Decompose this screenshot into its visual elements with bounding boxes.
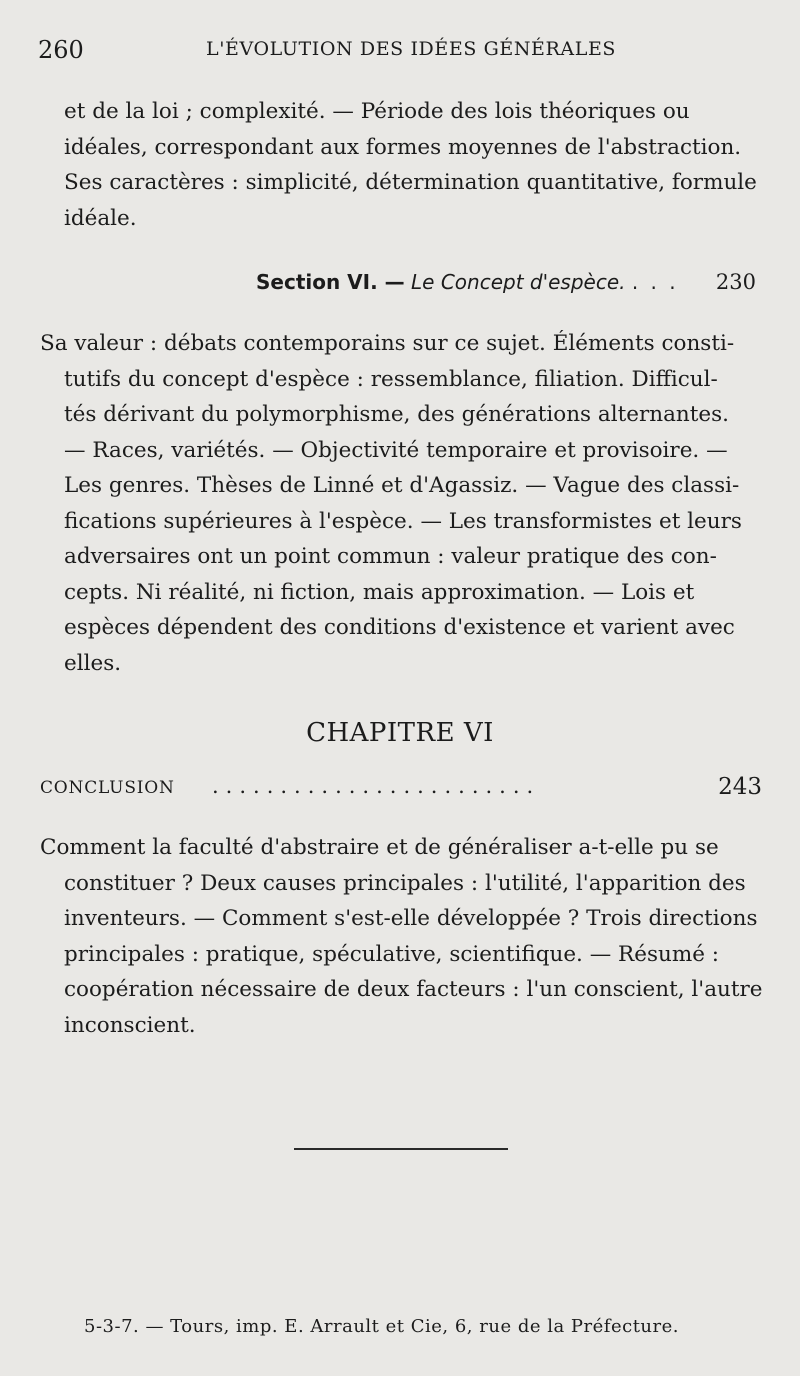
text-line: Les genres. Thèses de Linné et d'Agassiz. — Vague des classi-: [64, 473, 740, 498]
text-line: Sa valeur : débats contemporains sur ce sujet. Éléments consti-: [40, 331, 735, 356]
paragraph-1: [64, 94, 764, 236]
text-line: tés dérivant du polymorphisme, des générations alternantes.: [64, 402, 729, 427]
section-6-entry: [256, 270, 756, 304]
page-header: [0, 36, 800, 70]
text-line: cepts. Ni réalité, ni fiction, mais approximation. — Lois et: [64, 579, 695, 605]
text-line: idéales, correspondant aux formes moyennes de l'abstraction.: [64, 134, 742, 160]
printer-imprint: 5-3-7. — Tours, imp. E. Arrault et Cie, 6, rue de la Préfecture.: [84, 1316, 680, 1337]
text-line: constituer ? Deux causes principales : l'utilité, l'apparition des: [64, 870, 746, 896]
paragraph-2: [40, 326, 764, 681]
leader-dots: ........................: [212, 774, 541, 798]
text-line: idéale.: [64, 205, 137, 231]
section-label: Section VI. —: [256, 270, 405, 294]
text-line: adversaires ont un point commun : valeur pratique des con-: [64, 544, 717, 569]
leader-dots: . . .: [631, 270, 679, 294]
text-line: inventeurs. — Comment s'est-elle développée ? Trois directions: [64, 906, 758, 931]
paragraph-3: [40, 830, 764, 1043]
chapter-title: CHAPITRE VI: [306, 718, 494, 748]
text-line: — Races, variétés. — Objectivité temporaire et provisoire. —: [64, 437, 728, 463]
running-head: L'ÉVOLUTION DES IDÉES GÉNÉRALES: [206, 38, 617, 60]
text-line: elles.: [64, 650, 122, 676]
section-page-number: 230: [715, 270, 756, 294]
text-line: principales : pratique, spéculative, scientifique. — Résumé :: [64, 941, 720, 967]
text-line: Ses caractères : simplicité, détermination quantitative, formule: [64, 170, 757, 195]
conclusion-entry: [40, 774, 762, 804]
end-rule: [294, 1148, 508, 1150]
conclusion-label: CONCLUSION: [40, 778, 175, 798]
page-number: 260: [38, 36, 84, 64]
section-title: Le Concept d'espèce.: [411, 270, 626, 294]
text-line: inconscient.: [64, 1012, 196, 1038]
text-line: Comment la faculté d'abstraire et de généraliser a-t-elle pu se: [40, 835, 719, 860]
text-line: coopération nécessaire de deux facteurs : l'un conscient, l'autre: [64, 977, 763, 1002]
text-line: fications supérieures à l'espèce. — Les transformistes et leurs: [64, 508, 742, 534]
text-line: et de la loi ; complexité. — Période des lois théoriques ou: [64, 99, 690, 124]
text-line: tutifs du concept d'espèce : ressemblance, filiation. Difficul-: [64, 366, 718, 392]
conclusion-page-number: 243: [718, 774, 762, 800]
text-line: espèces dépendent des conditions d'existence et varient avec: [64, 615, 735, 640]
